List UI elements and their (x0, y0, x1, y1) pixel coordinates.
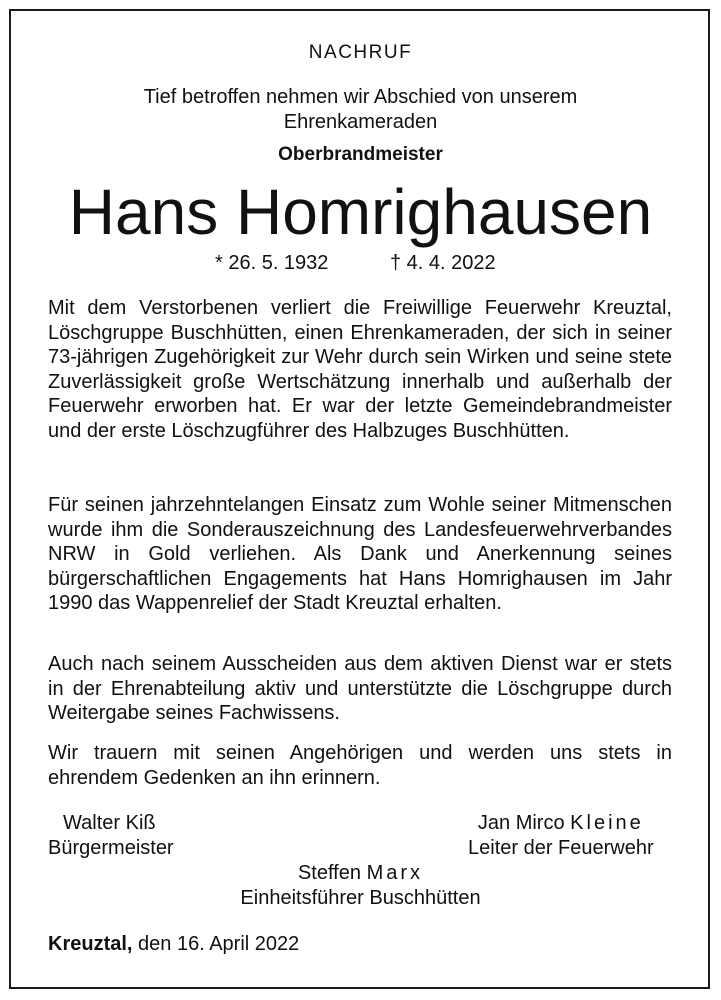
paragraph-retirement: Auch nach seinem Ausscheiden aus dem aktiven Dienst war er stets in der Ehrenabteilung aktiv und unterstützte die Löschgruppe durch Weitergabe seines Fachwissens. (48, 653, 672, 725)
signature-mayor (48, 811, 174, 861)
signature-fire-chief-name: Jan Mirco Kleine (477, 812, 644, 834)
birth-date: * 26. 5. 1932 (215, 252, 329, 274)
date: den 16. April 2022 (138, 933, 300, 955)
deceased-name: Hans Homrighausen (68, 176, 653, 248)
death-date: † 4. 4. 2022 (390, 252, 496, 274)
signature-unit-leader-name: Steffen Marx (297, 862, 424, 884)
intro-line-2: Ehrenkameraden (283, 111, 438, 133)
notice-heading: NACHRUF (308, 42, 413, 63)
intro-line-1: Tief betroffen nehmen wir Abschied von unserem (143, 86, 578, 108)
signature-unit-leader-title: Einheitsführer Buschhütten (240, 887, 481, 909)
paragraph-honors: Für seinen jahrzehntelangen Einsatz zum Wohle seiner Mitmenschen wurde ihm die Sonderauszeichnung des Landesfeuerwehrverbandes NRW in Gold verliehen. Als Dank und Anerkennung seines bürgerschaftlichen Engagements hat Hans Homrighausen im Jahr 1990 das Wappenrelief der Stadt Kreuztal erhalten. (48, 494, 672, 615)
deceased-rank: Oberbrandmeister (278, 144, 443, 165)
signature-fire-chief-title: Leiter der Feuerwehr (468, 837, 654, 859)
place-date-line (48, 933, 299, 956)
paragraph-mourning: Wir trauern mit seinen Angehörigen und werden uns stets in ehrendem Gedenken an ihn erinnern. (48, 742, 672, 789)
intro-text (0, 85, 721, 135)
signature-unit-leader (0, 861, 721, 911)
signature-fire-chief (468, 811, 654, 861)
paragraph-tribute: Mit dem Verstorbenen verliert die Freiwillige Feuerwehr Kreuztal, Löschgruppe Buschhütten, einen Ehrenkameraden, der sich in seiner 73-jährigen Zugehörigkeit zur Wehr durch sein Wirken und seine stete Zuverlässigkeit große Wertschätzung innerhalb und außerhalb der Feuerwehr erworben hat. Er war der letzte Gemeindebrandmeister und der erste Löschzugführer des Halbzuges Buschhütten. (48, 297, 672, 442)
signature-mayor-name: Walter Kiß (63, 812, 156, 834)
place: Kreuztal, (48, 933, 133, 955)
signature-mayor-title: Bürgermeister (48, 837, 174, 859)
